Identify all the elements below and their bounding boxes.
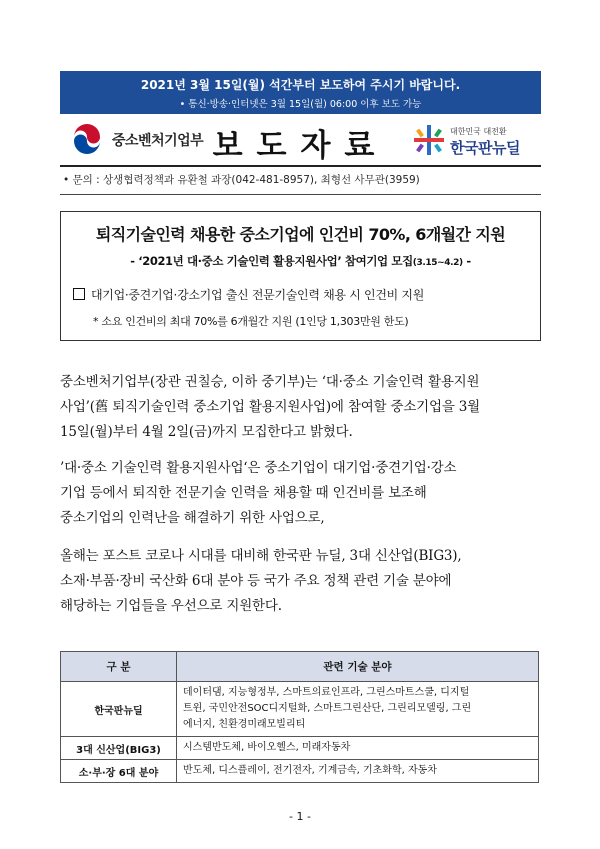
table-row-field-line: 데이터댐, 지능형정부, 스마트의료인프라, 그린스마트스쿨, 디지털 <box>183 687 470 698</box>
paragraph-line: 사업’(舊 퇴직기술인력 중소기업 활용지원사업)에 참여할 중소기업을 3월 <box>60 399 481 415</box>
summary-box <box>60 211 541 341</box>
paragraph-line: 소재·부품·장비 국산화 6대 분야 등 국가 주요 정책 관련 기술 분야에 <box>60 573 452 589</box>
table-header-category: 구 분 <box>61 652 177 682</box>
table-row-fields <box>177 682 539 737</box>
paragraph-line: 올해는 포스트 코로나 시대를 대비해 한국판 뉴딜, 3대 신산업(BIG3), <box>60 548 462 564</box>
press-release-title: 보도자료 <box>212 128 389 164</box>
page-number: - 1 - <box>289 810 311 823</box>
agency-name: 중소벤처기업부 <box>112 133 204 149</box>
subheadline <box>61 253 540 269</box>
body-paragraph-3 <box>60 544 541 619</box>
headline: 퇴직기술인력 채용한 중소기업에 인건비 70%, 6개월간 지원 <box>95 225 506 244</box>
table-row-field-line: 반도체, 디스플레이, 전기전자, 기계금속, 기초화학, 자동차 <box>183 765 437 776</box>
table-row-category: 소·부·장 6대 분야 <box>61 760 177 783</box>
header-divider <box>60 165 541 167</box>
new-deal-wordmark: 한국판뉴딜 <box>450 139 520 157</box>
table-row-fields <box>177 737 539 760</box>
paragraph-line: 중소벤처기업부(장관 권칠승, 이하 중기부)는 ‘대·중소 기술인력 활용지원 <box>60 374 480 390</box>
table-row <box>61 682 539 737</box>
tech-fields-table <box>60 651 539 783</box>
embargo-banner <box>60 71 541 114</box>
paragraph-line: 중소기업의 인력난을 해결하기 위한 사업으로, <box>60 510 325 526</box>
summary-note: * 소요 인건비의 최대 70%를 6개월간 지원 (1인당 1,303만원 한도) <box>93 315 409 328</box>
korean-new-deal-logo-icon <box>414 123 444 157</box>
summary-bullet-text: 대기업·중견기업·강소기업 출신 전문기술인력 채용 시 인건비 지원 <box>91 288 425 302</box>
table-row-fields <box>177 760 539 783</box>
subheadline-end: - <box>462 254 471 268</box>
table-row-field-line: 에너지, 친환경미래모빌리티 <box>183 719 306 730</box>
subheadline-text: - ‘2021년 대·중소 기술인력 활용지원사업’ 참여기업 모집 <box>130 254 413 268</box>
table-header-fields: 관련 기술 분야 <box>177 652 539 682</box>
table-row-field-line: 시스템반도체, 바이오헬스, 미래자동차 <box>183 742 351 753</box>
paragraph-line: 15일(월)부터 4월 2일(금)까지 모집한다고 밝혔다. <box>60 424 353 440</box>
contact-divider <box>60 194 541 195</box>
checkbox-square-icon <box>73 288 85 300</box>
table-row-category: 한국판뉴딜 <box>61 682 177 737</box>
new-deal-tagline: 대한민국 대전환 <box>450 127 507 136</box>
embargo-line-2: • 통신·방송·인터넷은 3월 15일(월) 06:00 이후 보도 가능 <box>179 99 422 110</box>
summary-bullet <box>73 286 538 303</box>
paragraph-line: ’대·중소 기술인력 활용지원사업‘은 중소기업이 대기업·중견기업·강소 <box>60 460 457 476</box>
contact-info: • 문의 : 상생협력정책과 유환철 과장(042-481-8957), 최형선 사무관(3959) <box>63 174 420 186</box>
paragraph-line: 해당하는 기업들을 우선으로 지원한다. <box>60 598 282 614</box>
body-paragraph-2 <box>60 456 541 531</box>
embargo-line-1: 2021년 3월 15일(월) 석간부터 보도하여 주시기 바랍니다. <box>140 78 461 92</box>
table-row-field-line: 트윈, 국민안전SOC디지털화, 스마트그린산단, 그린리모델링, 그린 <box>183 703 472 714</box>
press-header <box>60 118 541 164</box>
table-row <box>61 760 539 783</box>
subheadline-range: (3.15~4.2) <box>412 258 463 268</box>
table-row-category: 3대 신산업(BIG3) <box>61 737 177 760</box>
body-paragraph-1 <box>60 370 541 445</box>
paragraph-line: 기업 등에서 퇴직한 전문기술 인력을 채용할 때 인건비를 보조해 <box>60 485 427 501</box>
table-row <box>61 737 539 760</box>
table-header-row <box>61 652 539 682</box>
